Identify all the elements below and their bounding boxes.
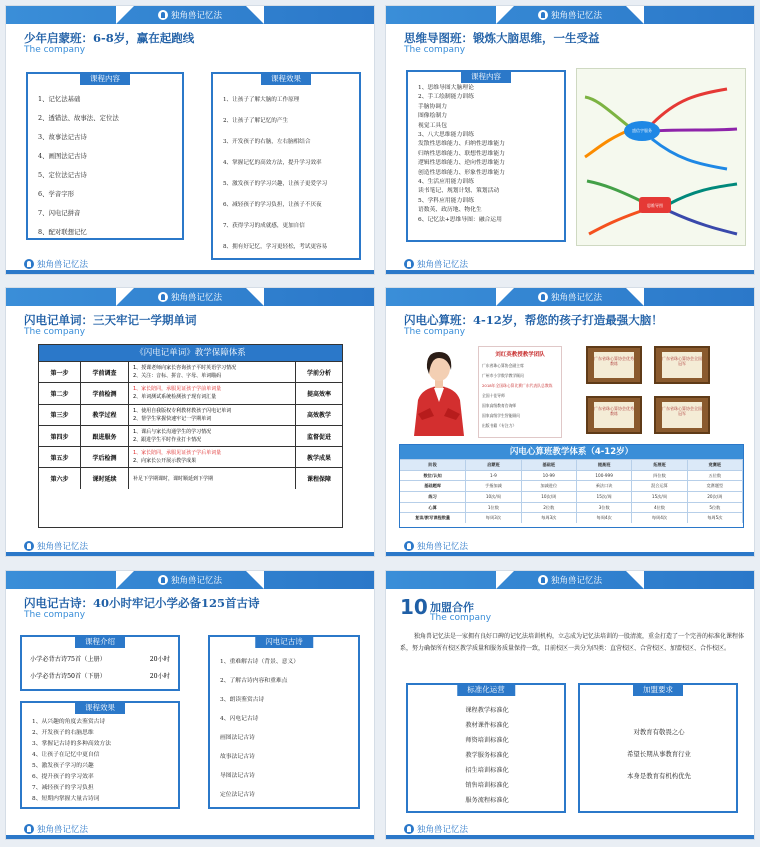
step-cell: 第三步 <box>39 405 81 425</box>
table-cell: 每周4次 <box>632 513 687 523</box>
slide-subtitle: The company <box>24 610 86 620</box>
header-cell: 阶段 <box>400 460 466 470</box>
slide-subtitle: The company <box>430 613 492 623</box>
bottom-bar <box>386 540 754 556</box>
top-bar <box>6 288 374 306</box>
list-item: 2、让孩子了解记忆的产生 <box>223 118 289 124</box>
intro-hours: 20小时 <box>149 673 170 680</box>
table-row <box>400 470 743 481</box>
table-cell: 四位数 <box>632 471 687 481</box>
panel-header: 标准化运营 <box>457 683 515 696</box>
table-cell: 1-9 <box>466 471 521 481</box>
list-item: 4、闪电记古诗 <box>220 716 259 722</box>
unicorn-icon <box>24 824 34 834</box>
detail-line: 1、授课老师向家长咨询孩子平时英语学习情况 <box>133 365 237 372</box>
list-item: 6、记忆法+思维导图：融合运用 <box>418 216 502 223</box>
bottom-bar <box>386 823 754 839</box>
intro-label: 小学必背古诗50首（下册） <box>30 673 106 680</box>
detail-line: 2、向家长公开展示教学成果 <box>133 458 197 465</box>
list-item: 4、让孩子在记忆中更自信 <box>32 752 100 758</box>
certificate-image <box>586 396 642 434</box>
list-item: 6、减轻孩子的学习负担，让孩子不厌夜 <box>223 202 322 208</box>
header-cell: 竞赛班 <box>688 460 743 470</box>
table-row <box>39 446 342 467</box>
table-cell: 5位数 <box>688 503 743 513</box>
list-item: 2、手工绘制能力训练 <box>418 94 474 101</box>
panel-header: 加盟要求 <box>633 683 683 696</box>
table-cell: 每周4次 <box>577 513 632 523</box>
slide-mindmap-class <box>385 5 755 275</box>
bottom-bar <box>386 258 754 274</box>
stage-cell: 学后检测 <box>81 447 129 467</box>
brand-logo <box>538 291 602 303</box>
table-row <box>39 361 342 382</box>
math-system-table <box>399 444 744 528</box>
table-row <box>400 491 743 502</box>
brand-name: 独角兽记忆法 <box>37 260 89 270</box>
brand-logo <box>404 258 468 270</box>
list-item: 本身是教育有机构优先 <box>627 772 691 780</box>
list-item: 3、八大思维能力训练 <box>418 132 474 139</box>
intro-row <box>30 671 170 680</box>
slide-title: 闪电记单词：三天牢记一学期单词 <box>24 313 197 327</box>
table-cell: 五位数 <box>688 471 743 481</box>
detail-cell <box>129 426 296 446</box>
list-item: 销售培训标准化 <box>465 782 509 789</box>
bottom-bar <box>6 258 374 274</box>
certificate-text: 广东省珠心算协会优秀教练 <box>594 402 634 428</box>
table-cell: 心算 <box>400 503 466 513</box>
table-cell: 10次/周 <box>466 492 521 502</box>
result-cell: 教学成果 <box>306 454 331 462</box>
brand-logo <box>24 258 88 270</box>
slide-subtitle: The company <box>24 327 86 337</box>
table-row <box>39 382 342 403</box>
section-number: 10 <box>400 595 428 619</box>
mindmap-branches <box>577 69 747 247</box>
list-item: 8、拥有好记忆，学习更轻松，考试更容易 <box>223 244 328 250</box>
brand-logo <box>158 574 222 586</box>
list-item: 师资培训标准化 <box>465 737 509 744</box>
table-title: 《闪电记单词》教学保障体系 <box>39 345 342 361</box>
header-cell: 基础班 <box>522 460 577 470</box>
list-item: 1、从兴趣的角度去鉴赏古诗 <box>32 719 106 725</box>
brand-name: 独角兽记忆法 <box>417 542 469 552</box>
list-item: 招生培训标准化 <box>465 767 509 774</box>
list-item: 6、学音字形 <box>38 190 75 198</box>
list-item: 课程教学标准化 <box>465 707 509 714</box>
bio-title: 刘红英教授教学团队 <box>495 352 545 358</box>
slide-word-class <box>5 287 375 557</box>
table-cell: 手指加减 <box>466 481 521 491</box>
table-cell: 加减进位 <box>522 481 577 491</box>
list-item: 定位法记古诗 <box>220 792 255 798</box>
step-cell: 第一步 <box>39 362 81 382</box>
header-cell: 提高班 <box>577 460 632 470</box>
slide-subtitle: The company <box>24 45 86 55</box>
panel-header: 课程效果 <box>75 701 125 714</box>
brand-name: 独角兽记忆法 <box>170 293 222 303</box>
detail-line: 1、家长陪同，承服见证孩子学前单词量 <box>133 386 222 393</box>
bio-line: 广东省珠心算协会副主席 <box>482 363 524 368</box>
table-cell: 2位数 <box>522 503 577 513</box>
table-title: 闪电心算班教学体系（4-12岁） <box>400 445 743 459</box>
list-item: 5、学科应用能力训练 <box>418 197 474 204</box>
top-bar <box>386 6 754 24</box>
detail-line: 2、单词测试系统检测孩子现有词汇量 <box>133 394 217 401</box>
intro-row <box>30 654 170 663</box>
list-item: 2、开发孩子的右脑思维 <box>32 730 94 736</box>
brand-name: 独角兽记忆法 <box>170 576 222 586</box>
brand-logo <box>404 540 468 552</box>
table-row <box>39 425 342 446</box>
result-cell: 课程保障 <box>306 476 331 484</box>
stage-cell: 教学过程 <box>81 405 129 425</box>
unicorn-icon <box>538 10 548 20</box>
slide-title: 闪电心算班：4-12岁，帮您的孩子打造最强大脑！ <box>404 313 663 327</box>
list-item: 5、定位法记古诗 <box>38 171 87 179</box>
unicorn-icon <box>158 575 168 585</box>
list-item: 5、激发孩子的学习兴趣，让孩子更爱学习 <box>223 181 328 187</box>
list-item: 3、开发孩子的右脑，左右脑相结合 <box>223 139 311 145</box>
panel-header: 闪电记古诗 <box>255 635 313 648</box>
course-content-panel <box>26 72 184 240</box>
stage-cell: 学前调查 <box>81 362 129 382</box>
list-item: 1、让孩子了解大脑的工作原理 <box>223 97 300 103</box>
certificate-text: 广东省珠心算协会优秀教练 <box>594 352 634 378</box>
detail-cell <box>129 468 296 488</box>
slide-poem-class <box>5 570 375 840</box>
detail-cell <box>129 405 296 425</box>
list-item: 2、了解古诗内容和重难点 <box>220 678 288 684</box>
table-cell: 每周3次 <box>466 513 521 523</box>
list-item: 2、透错法、故事法、定位法 <box>38 114 119 122</box>
top-bar <box>386 571 754 589</box>
table-cell: 每周3次 <box>522 513 577 523</box>
unicorn-icon <box>158 10 168 20</box>
detail-cell <box>129 447 296 467</box>
intro-label: 小学必背古诗75首（上册） <box>30 656 106 663</box>
list-item: 4、生活应用能力训练 <box>418 179 474 186</box>
table-cell: 15次/周 <box>577 492 632 502</box>
step-cell: 第五步 <box>39 447 81 467</box>
list-item: 3、掌握记古诗的多种高效方法 <box>32 741 112 747</box>
mindmap-center-node: 盛信宇服务 <box>632 128 652 133</box>
table-cell: 竞赛题型 <box>688 481 743 491</box>
detail-line: 1、使用自我版权专利教材教孩子闪电记单词 <box>133 407 232 414</box>
table-cell: 20次/周 <box>688 492 743 502</box>
brand-name: 独角兽记忆法 <box>37 825 89 835</box>
list-item: 1、记忆法基础 <box>38 95 81 103</box>
brand-name: 独角兽记忆法 <box>550 11 602 21</box>
list-item: 逻辑性思维能力、逆向性思维能力 <box>418 160 505 167</box>
table-cell: 4位数 <box>632 503 687 513</box>
list-item: 图像绘制力 <box>418 113 447 120</box>
list-item: 教学服务标准化 <box>465 752 509 759</box>
table-row <box>39 467 342 488</box>
brand-logo <box>24 540 88 552</box>
brand-name: 独角兽记忆法 <box>417 825 469 835</box>
list-item: 服务流程标准化 <box>465 797 509 804</box>
list-item: 发散性思维能力、归纳性思维能力 <box>418 141 505 148</box>
panel-header: 课程效果 <box>261 72 311 85</box>
list-item: 希望长期从事教育行业 <box>627 750 691 758</box>
result-cell: 高效教学 <box>306 412 331 420</box>
header-cell: 拓展班 <box>632 460 687 470</box>
list-item: 1、思维导图大脑理论 <box>418 85 474 91</box>
table-row <box>400 512 743 523</box>
table-cell: 基础题库 <box>400 481 466 491</box>
bottom-bar <box>6 823 374 839</box>
panel-header: 课程介绍 <box>75 635 125 648</box>
slide-mental-math-class <box>385 287 755 557</box>
teacher-photo <box>408 344 470 436</box>
unicorn-icon <box>24 541 34 551</box>
list-item: 3、故事法记古诗 <box>38 133 87 141</box>
top-bar <box>386 288 754 306</box>
brand-name: 独角兽记忆法 <box>170 11 222 21</box>
list-item: 故事法记古诗 <box>220 754 255 760</box>
bio-line: 广州市小学数学教学顾问 <box>482 373 524 378</box>
detail-line: 1、课后与家长沟通学生的学习情况 <box>133 429 212 436</box>
brand-name: 独角兽记忆法 <box>550 576 602 586</box>
unicorn-icon <box>538 292 548 302</box>
list-item: 6、提升孩子的学习效率 <box>32 774 94 780</box>
list-item: 创造性思维能力、形象性思维能力 <box>418 169 505 176</box>
step-cell: 第四步 <box>39 426 81 446</box>
certificate-text: 广东省珠心算协会全国冠军 <box>662 402 702 428</box>
step-cell: 第二步 <box>39 383 81 403</box>
poem-method-panel <box>208 635 360 809</box>
brand-logo <box>24 823 88 835</box>
table-header-row <box>400 459 743 470</box>
slide-subtitle: The company <box>404 327 466 337</box>
top-bar <box>6 571 374 589</box>
intro-hours: 20小时 <box>149 656 170 663</box>
unicorn-icon <box>24 259 34 269</box>
stage-cell: 跟进服务 <box>81 426 129 446</box>
unicorn-icon <box>404 259 414 269</box>
mindmap-center-node: 思维导图 <box>647 203 663 208</box>
table-cell: 每周5次 <box>688 513 743 523</box>
guarantee-table <box>38 344 343 528</box>
certificate-text: 广东省珠心算协会全国冠军 <box>662 352 702 378</box>
list-item: 8、短期内掌握大量古诗词 <box>32 796 100 802</box>
list-item: 8、配对联想记忆 <box>38 228 87 236</box>
teacher-bio-box <box>478 346 562 438</box>
bio-line: 国家高级学生智能顾问 <box>482 413 520 418</box>
detail-cell <box>129 383 296 403</box>
brand-logo <box>404 823 468 835</box>
result-cell: 学前分析 <box>306 369 331 377</box>
brand-name: 独角兽记忆法 <box>550 293 602 303</box>
top-bar <box>6 6 374 24</box>
detail-line: 2、关注：音标、拼音、字母、单词瞄码 <box>133 373 222 380</box>
table-cell: 数位/认知 <box>400 471 466 481</box>
table-cell: 100-999 <box>577 471 632 481</box>
stage-cell: 学前检测 <box>81 383 129 403</box>
result-cell: 提高效率 <box>306 390 331 398</box>
bio-line: 出版书籍《专注力》 <box>482 423 517 428</box>
list-item: 归纳性思维能力、联想性思维能力 <box>418 150 505 157</box>
table-cell: 练习 <box>400 492 466 502</box>
unicorn-icon <box>404 541 414 551</box>
table-row <box>400 502 743 513</box>
detail-line: 补足下学期课时，课时顺延到下学期 <box>133 475 214 482</box>
course-effect-panel <box>20 701 180 809</box>
slide-title: 加盟合作 <box>430 601 474 614</box>
panel-header: 课程内容 <box>80 72 130 85</box>
detail-line: 2、帮学生掌握快速牢记一学期单词 <box>133 415 212 422</box>
slide-subtitle: The company <box>404 45 466 55</box>
table-row <box>400 480 743 491</box>
list-item: 手脑协调力 <box>418 103 447 110</box>
table-row <box>39 404 342 425</box>
teacher-figure <box>408 344 470 436</box>
list-item: 3、朗读鉴赏古诗 <box>220 697 265 703</box>
unicorn-icon <box>538 575 548 585</box>
table-cell: 10-99 <box>522 471 577 481</box>
slide-title: 闪电记古诗：40小时牢记小学必备125首古诗 <box>24 596 260 610</box>
slide-title: 思维导图班：锻炼大脑思维，一生受益 <box>404 31 600 45</box>
detail-cell <box>129 362 296 382</box>
course-intro-panel <box>20 635 180 691</box>
table-cell: 15次/周 <box>632 492 687 502</box>
slide-kids-class <box>5 5 375 275</box>
list-item: 7、减轻孩子的学习负担 <box>32 785 94 791</box>
franchise-requirements-panel <box>578 683 738 813</box>
bio-line: 全国十佳导师 <box>482 393 505 398</box>
brand-logo <box>538 574 602 586</box>
brand-logo <box>158 9 222 21</box>
header-cell: 启蒙班 <box>466 460 521 470</box>
intro-paragraph: 独角兽记忆法是一家拥有良好口碑的记忆法培训机构，立志成为记忆法培训的一股清流，重金打造了一个完善的标准化课程体系，努力确保所有校区教学质量和服务质量保持一致，目前校区一共分为四类：直营校区、合营校区、加盟校区、合作校区。 <box>400 633 745 652</box>
certificate-image <box>654 396 710 434</box>
slide-franchise <box>385 570 755 840</box>
certificate-image <box>654 346 710 384</box>
list-item: 语数英、政历地、物化生 <box>418 207 482 214</box>
detail-line: 2、跟进学生平时作业打卡情况 <box>133 437 202 444</box>
table-cell: 复读/默写课程数量 <box>400 513 466 523</box>
table-cell: 3位数 <box>577 503 632 513</box>
brand-logo <box>158 291 222 303</box>
list-item: 4、画图法记古诗 <box>38 152 87 160</box>
brand-name: 独角兽记忆法 <box>417 260 469 270</box>
mindmap-image <box>576 68 746 246</box>
bottom-bar <box>6 540 374 556</box>
bio-line: 国家高级教育咨询师 <box>482 403 517 408</box>
list-item: 读书笔记、规划计划、策划活动 <box>418 188 500 195</box>
list-item: 7、闪电记拼音 <box>38 209 81 217</box>
step-cell: 第六步 <box>39 468 81 488</box>
course-effect-panel <box>211 72 361 260</box>
stage-cell: 课时延续 <box>81 468 129 488</box>
slide-title: 少年启蒙班：6-8岁，赢在起跑线 <box>24 31 195 45</box>
table-cell: 1位数 <box>466 503 521 513</box>
standard-ops-panel <box>406 683 566 813</box>
result-cell: 监督促进 <box>306 433 331 441</box>
brand-name: 独角兽记忆法 <box>37 542 89 552</box>
list-item: 7、获得学习的成就感，更加自信 <box>223 223 305 229</box>
list-item: 视觉工具包 <box>418 122 447 129</box>
brand-logo <box>538 9 602 21</box>
list-item: 1、重难解古诗（背景、意义） <box>220 659 300 665</box>
panel-header: 课程内容 <box>461 70 511 83</box>
unicorn-icon <box>404 824 414 834</box>
list-item: 4、掌握记忆的高效方法，提升学习效率 <box>223 160 322 166</box>
certificate-image <box>586 346 642 384</box>
table-cell: 乘法口诀 <box>577 481 632 491</box>
table-cell: 10次/周 <box>522 492 577 502</box>
list-item: 对教育有敬畏之心 <box>633 728 685 736</box>
bio-line: 2018年全国珠心算比赛广东代表队总教练 <box>482 383 553 388</box>
table-cell: 混合运算 <box>632 481 687 491</box>
list-item: 导图法记古诗 <box>220 773 255 779</box>
detail-line: 1、家长陪同，承服见证孩子学后单词量 <box>133 450 222 457</box>
unicorn-icon <box>158 292 168 302</box>
course-content-panel <box>406 70 566 242</box>
list-item: 教材课件标准化 <box>465 722 509 729</box>
list-item: 画图法记古诗 <box>220 735 255 741</box>
list-item: 5、激发孩子学习的兴趣 <box>32 763 94 769</box>
